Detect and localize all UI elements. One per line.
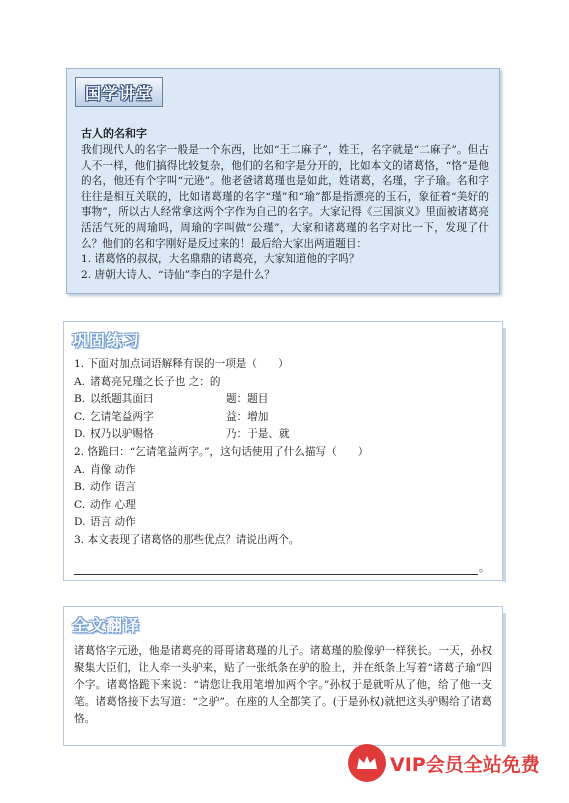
question-1: 1. 下面对加点词语解释有误的一项是（ ） bbox=[74, 358, 289, 370]
guoxue-title: 古人的名和字 bbox=[81, 127, 147, 140]
answer-blank[interactable] bbox=[74, 560, 478, 575]
option-letter: A. bbox=[74, 375, 86, 388]
answer-line bbox=[74, 560, 492, 575]
option-text: 语言 动作 bbox=[90, 516, 136, 529]
option-text: 权乃以驴赐恪 bbox=[90, 428, 154, 441]
option-text: 乞请笔益两字 bbox=[90, 410, 154, 423]
vip-banner[interactable] bbox=[348, 740, 569, 786]
option-letter: D. bbox=[74, 516, 86, 529]
q2-option-a bbox=[74, 462, 492, 480]
guoxue-content bbox=[81, 127, 489, 283]
option-text: 诸葛亮兄瑾之长子也 之：的 bbox=[90, 375, 221, 388]
q2-option-b bbox=[74, 479, 492, 497]
guoxue-badge bbox=[75, 77, 163, 107]
option-letter: D. bbox=[74, 428, 86, 441]
answer-line-end: 。 bbox=[479, 561, 490, 574]
guoxue-question-2: 2. 唐朝大诗人、“诗仙”李白的字是什么？ bbox=[81, 268, 275, 281]
translation-heading: 全文翻译 bbox=[72, 616, 141, 635]
q1-option-c bbox=[74, 409, 492, 427]
option-text: 肖像 动作 bbox=[90, 463, 136, 476]
translation-paragraph: 诸葛恪字元逊，他是诸葛亮的哥哥诸葛瑾的儿子。诸葛瑾的脸像驴一样狭长。一天，孙权聚集大臣们，让人牵一头驴来，贴了一张纸条在驴的脸上，并在纸条上写着“诸葛子瑜”四个字。诸葛恪跪下来说：“请您让我用笔增加两个字。”孙权于是就听从了他，给了他一支笔。诸葛恪接下去写道：“之驴”。在座的人全都笑了。(于是孙权)就把这头驴赐给了诸葛恪。 bbox=[74, 645, 492, 725]
option-text: 以纸题其面曰 bbox=[90, 393, 154, 406]
q2-option-c bbox=[74, 497, 492, 515]
translation-box bbox=[63, 606, 503, 746]
q1-option-d bbox=[74, 426, 492, 444]
option-letter: A. bbox=[74, 463, 86, 476]
practice-content bbox=[74, 356, 492, 575]
vip-banner-text: VIP会员全站免费 bbox=[390, 750, 540, 777]
option-text: 动作 心理 bbox=[90, 498, 136, 511]
option-letter: B. bbox=[74, 481, 86, 494]
option-gloss: 益：增加 bbox=[226, 410, 269, 423]
option-text: 动作 语言 bbox=[90, 481, 136, 494]
translation-content bbox=[74, 643, 492, 728]
option-letter: B. bbox=[74, 393, 86, 406]
option-letter: C. bbox=[74, 498, 86, 511]
crown-icon bbox=[348, 744, 386, 782]
practice-heading: 巩固练习 bbox=[72, 331, 141, 350]
option-gloss: 题：题目 bbox=[226, 393, 269, 406]
guoxue-paragraph: 我们现代人的名字一般是一个东西，比如“王二麻子”，姓王，名字就是“二麻子”。但古人不一样，他们搞得比较复杂，他们的名和字是分开的，比如本文的诸葛恪，“恪”是他的名，他还有个字叫“元逊”。他老爸诸葛瑾也是如此，姓诸葛，名瑾，字子瑜。名和字往往是相互关联的，比如诸葛瑾的名字“瑾”和“瑜”都是指漂亮的玉石，象征着“美好的事物”，所以古人经常拿这两个字作为自己的名字。大家记得《三国演义》里面被诸葛亮活活气死的周瑜吗，周瑜的字叫做“公瑾”，大家和诸葛瑾的名字对比一下，发现了什么？他们的名和字刚好是反过来的！最后给大家出两道题目： bbox=[81, 144, 489, 250]
guoxue-lecture-box bbox=[66, 68, 500, 294]
option-letter: C. bbox=[74, 410, 86, 423]
guoxue-question-1: 1. 诸葛恪的叔叔，大名鼎鼎的诸葛亮，大家知道他的字吗？ bbox=[81, 253, 360, 266]
question-2: 2. 恪跪曰：“乞请笔益两字。”，这句话使用了什么描写（ ） bbox=[74, 445, 369, 458]
practice-box bbox=[63, 321, 503, 581]
q1-option-b bbox=[74, 391, 492, 409]
q2-option-d bbox=[74, 514, 492, 532]
guoxue-badge-label: 国学讲堂 bbox=[84, 83, 153, 103]
q1-option-a bbox=[74, 374, 492, 392]
question-3: 3. 本文表现了诸葛恪的那些优点？请说出两个。 bbox=[74, 533, 300, 546]
option-gloss: 乃：于是、就 bbox=[226, 428, 290, 441]
